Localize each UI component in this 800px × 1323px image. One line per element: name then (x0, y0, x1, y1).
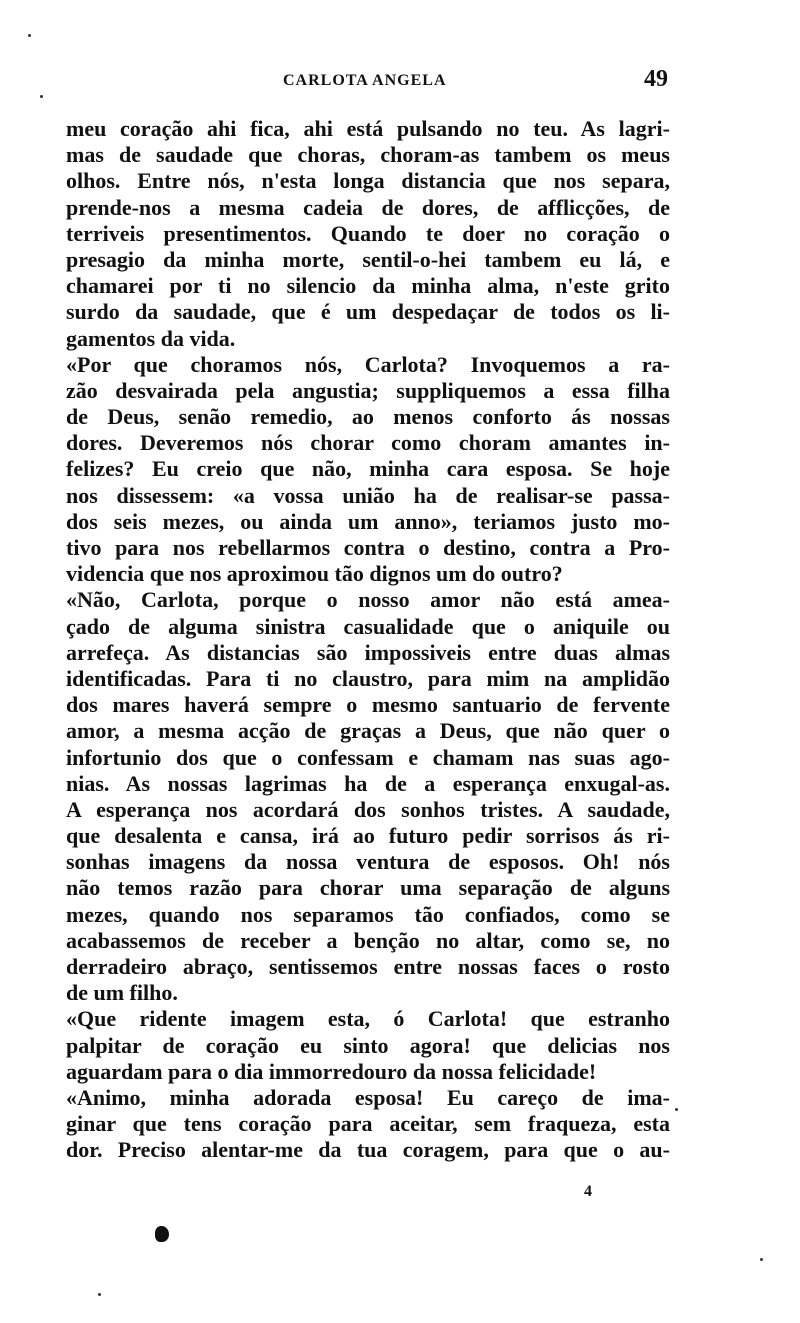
text-line: identificadas. Para ti no claustro, para mim na amplidão (66, 665, 670, 691)
text-line: A esperança nos acordará dos sonhos tristes. A saudade, (66, 796, 670, 822)
text-line: prende-nos a mesma cadeia de dores, de afflicções, de (66, 194, 670, 220)
text-line: «Animo, minha adorada esposa! Eu careço de ima- (66, 1084, 670, 1110)
text-line: dor. Preciso alentar-me da tua coragem, para que o au- (66, 1137, 670, 1163)
text-line: de um filho. (66, 980, 178, 1006)
page-header (0, 66, 800, 102)
signature-mark: 4 (584, 1183, 592, 1200)
text-line: dos mares haverá sempre o mesmo santuario de fervente (66, 692, 670, 718)
text-line: «Que ridente imagem esta, ó Carlota! que estranho (66, 1006, 670, 1032)
text-line: que desalenta e cansa, irá ao futuro pedir sorrisos ás ri- (66, 823, 670, 849)
text-line: sonhas imagens da nossa ventura de esposos. Oh! nós (66, 849, 670, 875)
text-line: tivo para nos rebellarmos contra o destino, contra a Pro- (66, 535, 670, 560)
speck (28, 34, 31, 37)
text-line: ginar que tens coração para aceitar, sem fraqueza, esta (66, 1111, 670, 1137)
text-line: nos dissessem: «a vossa união ha de realisar-se passa- (66, 482, 670, 508)
speck (40, 95, 43, 98)
text-line: videncia que nos aproximou tão dignos um do outro? (66, 561, 563, 587)
text-line: nias. As nossas lagrimas ha de a esperança enxugal-as. (66, 770, 670, 796)
running-title: CARLOTA ANGELA (283, 72, 447, 89)
speck (98, 1293, 101, 1296)
text-line: de Deus, senão remedio, ao menos conforto ás nossas (66, 404, 670, 430)
ink-blot (155, 1226, 169, 1242)
text-line: olhos. Entre nós, n'esta longa distancia que nos separa, (66, 168, 670, 194)
text-line: aguardam para o dia immorredouro da nossa felicidade! (66, 1058, 597, 1084)
text-line: dos seis mezes, ou ainda um anno», teriamos justo mo- (66, 508, 670, 534)
text-line: meu coração ahi fica, ahi está pulsando no teu. As lagri- (66, 116, 670, 141)
page-number: 49 (644, 66, 668, 92)
speck (760, 1258, 763, 1261)
text-line: amor, a mesma acção de graças a Deus, que não quer o (66, 718, 670, 744)
text-line: infortunio dos que o confessam e chamam nas suas ago- (66, 744, 670, 770)
text-line: acabassemos de receber a benção no altar, como se, no (66, 927, 670, 953)
text-line: gamentos da vida. (66, 325, 236, 351)
text-line: terriveis presentimentos. Quando te doer no coração o (66, 220, 670, 246)
text-line: presagio da minha morte, sentil-o-hei tambem eu lá, e (66, 246, 670, 272)
text-line: «Por que choramos nós, Carlota? Invoquemos a ra- (66, 351, 670, 377)
text-line: chamarei por ti no silencio da minha alma, n'este grito (66, 273, 670, 299)
text-line: mezes, quando nos separamos tão confiados, como se (66, 901, 670, 927)
text-line: felizes? Eu creio que não, minha cara esposa. Se hoje (66, 456, 670, 482)
text-line: derradeiro abraço, sentissemos entre nossas faces o rosto (66, 954, 670, 979)
text-line: zão desvairada pela angustia; suppliquemos a essa filha (66, 377, 670, 403)
body-text (66, 116, 670, 1164)
text-line: dores. Deveremos nós chorar como choram amantes in- (66, 430, 670, 456)
text-line: não temos razão para chorar uma separação de alguns (66, 875, 670, 901)
text-line: «Não, Carlota, porque o nosso amor não está amea- (66, 587, 670, 613)
text-line: surdo da saudade, que é um despedaçar de todos os li- (66, 299, 670, 325)
text-line: çado de alguma sinistra casualidade que o aniquile ou (66, 613, 670, 639)
text-line: arrefeça. As distancias são impossiveis entre duas almas (66, 639, 670, 665)
speck (675, 1108, 678, 1111)
text-line: palpitar de coração eu sinto agora! que delicias nos (66, 1032, 670, 1058)
text-line: mas de saudade que choras, choram-as tambem os meus (66, 142, 670, 168)
